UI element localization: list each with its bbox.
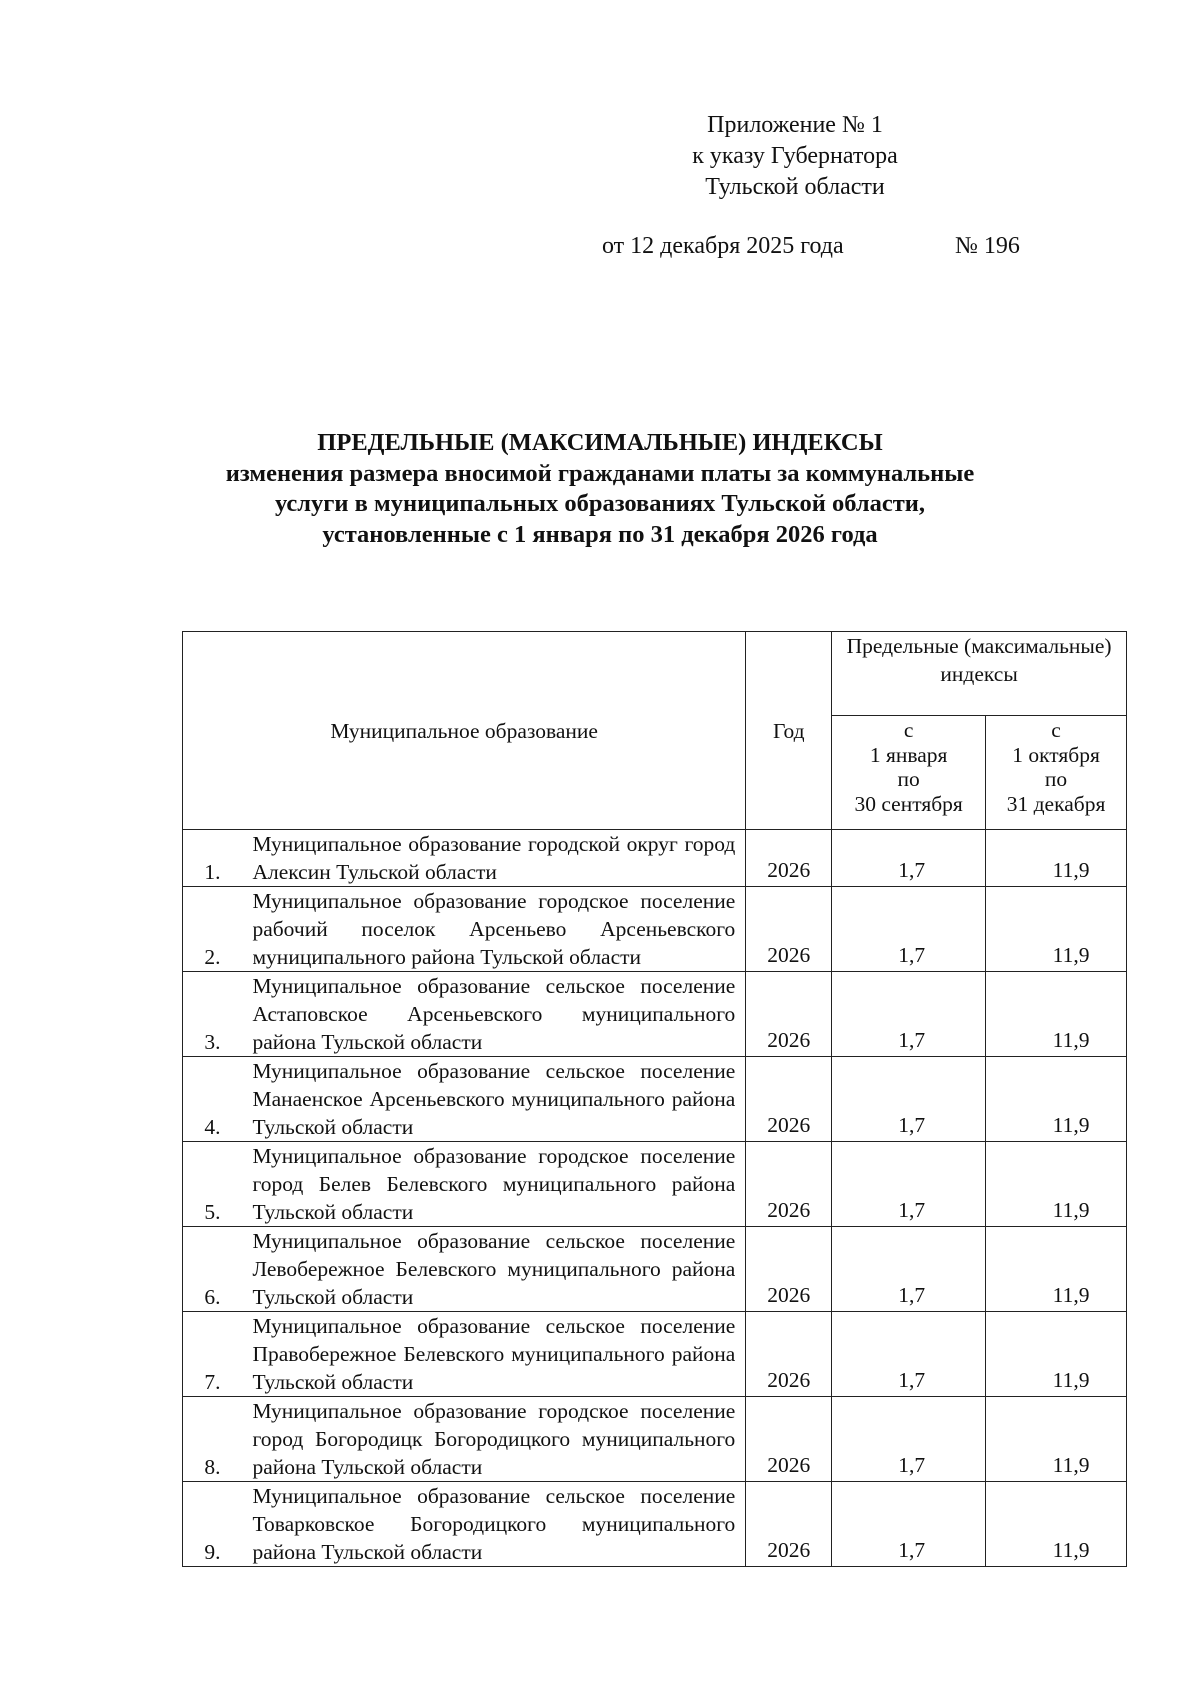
row-index-2: 11,9 xyxy=(986,1227,1127,1312)
row-year: 2026 xyxy=(746,1057,832,1142)
row-number: 5. xyxy=(183,1142,241,1227)
row-year: 2026 xyxy=(746,887,832,972)
row-index-2: 11,9 xyxy=(986,1142,1127,1227)
row-year: 2026 xyxy=(746,1482,832,1567)
row-number: 7. xyxy=(183,1312,241,1397)
decree-number: № 196 xyxy=(955,233,1020,259)
document-title xyxy=(180,428,1020,550)
header-period-2-line: 1 октября xyxy=(1012,742,1100,767)
row-index-2: 11,9 xyxy=(986,830,1127,887)
row-year: 2026 xyxy=(746,1227,832,1312)
header-period-2 xyxy=(986,716,1127,830)
table-row xyxy=(183,1057,1127,1142)
table-row xyxy=(183,1397,1127,1482)
title-line-4: установленные с 1 января по 31 декабря 2026 года xyxy=(322,520,878,548)
header-year: Год xyxy=(746,632,832,830)
title-line-1: ПРЕДЕЛЬНЫЕ (МАКСИМАЛЬНЫЕ) ИНДЕКСЫ xyxy=(317,429,883,456)
table-row xyxy=(183,1142,1127,1227)
appendix-line-3: Тульской области xyxy=(705,174,885,200)
row-municipality: Муниципальное образование городской округ город Алексин Тульской области xyxy=(240,830,745,887)
row-index-1: 1,7 xyxy=(832,1482,986,1567)
header-period-2-line: с xyxy=(1051,718,1061,742)
table-row xyxy=(183,1227,1127,1312)
title-line-3: услуги в муниципальных образованиях Тульской области, xyxy=(274,490,926,517)
row-number: 8. xyxy=(183,1397,241,1482)
row-year: 2026 xyxy=(746,1142,832,1227)
row-municipality: Муниципальное образование городское поселение рабочий поселок Арсеньево Арсеньевского муниципального района Тульской области xyxy=(240,887,745,972)
indices-table xyxy=(182,631,1127,1567)
header-period-1-line: 1 января xyxy=(869,742,948,767)
header-period-1-line: по xyxy=(897,767,920,791)
row-year: 2026 xyxy=(746,1312,832,1397)
row-index-2: 11,9 xyxy=(986,972,1127,1057)
header-period-1-line: с xyxy=(903,718,914,742)
row-index-1: 1,7 xyxy=(832,1312,986,1397)
row-number: 6. xyxy=(183,1227,241,1312)
row-municipality: Муниципальное образование сельское поселение Манаенское Арсеньевского муниципального района Тульской области xyxy=(240,1057,745,1142)
table-row xyxy=(183,1482,1127,1567)
row-index-2: 11,9 xyxy=(986,1312,1127,1397)
row-index-1: 1,7 xyxy=(832,1142,986,1227)
table-row xyxy=(183,887,1127,972)
row-municipality: Муниципальное образование городское поселение город Белев Белевского муниципального района Тульской области xyxy=(240,1142,745,1227)
header-period-1 xyxy=(832,716,986,830)
appendix-line-1: Приложение № 1 xyxy=(707,112,883,138)
row-municipality: Муниципальное образование сельское поселение Правобережное Белевского муниципального района Тульской области xyxy=(240,1312,745,1397)
row-number: 2. xyxy=(183,887,241,972)
row-index-2: 11,9 xyxy=(986,887,1127,972)
table-row xyxy=(183,830,1127,887)
row-index-1: 1,7 xyxy=(832,972,986,1057)
decree-date: от 12 декабря 2025 года xyxy=(602,233,844,259)
row-municipality: Муниципальное образование сельское поселение Левобережное Белевского муниципального района Тульской области xyxy=(240,1227,745,1312)
row-municipality: Муниципальное образование сельское поселение Товарковское Богородицкого муниципального района Тульской области xyxy=(240,1482,745,1567)
row-number: 9. xyxy=(183,1482,241,1567)
row-index-2: 11,9 xyxy=(986,1397,1127,1482)
row-year: 2026 xyxy=(746,830,832,887)
row-index-1: 1,7 xyxy=(832,830,986,887)
header-period-2-line: 31 декабря xyxy=(1006,791,1106,816)
row-municipality: Муниципальное образование сельское поселение Астаповское Арсеньевского муниципального района Тульской области xyxy=(240,972,745,1057)
appendix-block xyxy=(660,110,930,203)
appendix-line-2: к указу Губернатора xyxy=(692,143,898,169)
row-year: 2026 xyxy=(746,1397,832,1482)
header-period-1-line: 30 сентября xyxy=(854,791,963,816)
row-index-1: 1,7 xyxy=(832,887,986,972)
decree-line xyxy=(0,233,1200,265)
row-number: 3. xyxy=(183,972,241,1057)
row-index-1: 1,7 xyxy=(832,1057,986,1142)
header-municipality: Муниципальное образование xyxy=(183,632,746,830)
row-index-1: 1,7 xyxy=(832,1397,986,1482)
row-index-2: 11,9 xyxy=(986,1482,1127,1567)
row-number: 1. xyxy=(183,830,241,887)
row-municipality: Муниципальное образование городское поселение город Богородицк Богородицкого муниципального района Тульской области xyxy=(240,1397,745,1482)
table-row xyxy=(183,972,1127,1057)
header-indices-group: Предельные (максимальные) индексы xyxy=(832,632,1127,716)
header-period-2-line: по xyxy=(1044,767,1068,791)
row-index-2: 11,9 xyxy=(986,1057,1127,1142)
row-index-1: 1,7 xyxy=(832,1227,986,1312)
title-line-2: изменения размера вносимой гражданами платы за коммунальные xyxy=(225,459,975,487)
row-number: 4. xyxy=(183,1057,241,1142)
table-row xyxy=(183,1312,1127,1397)
row-year: 2026 xyxy=(746,972,832,1057)
